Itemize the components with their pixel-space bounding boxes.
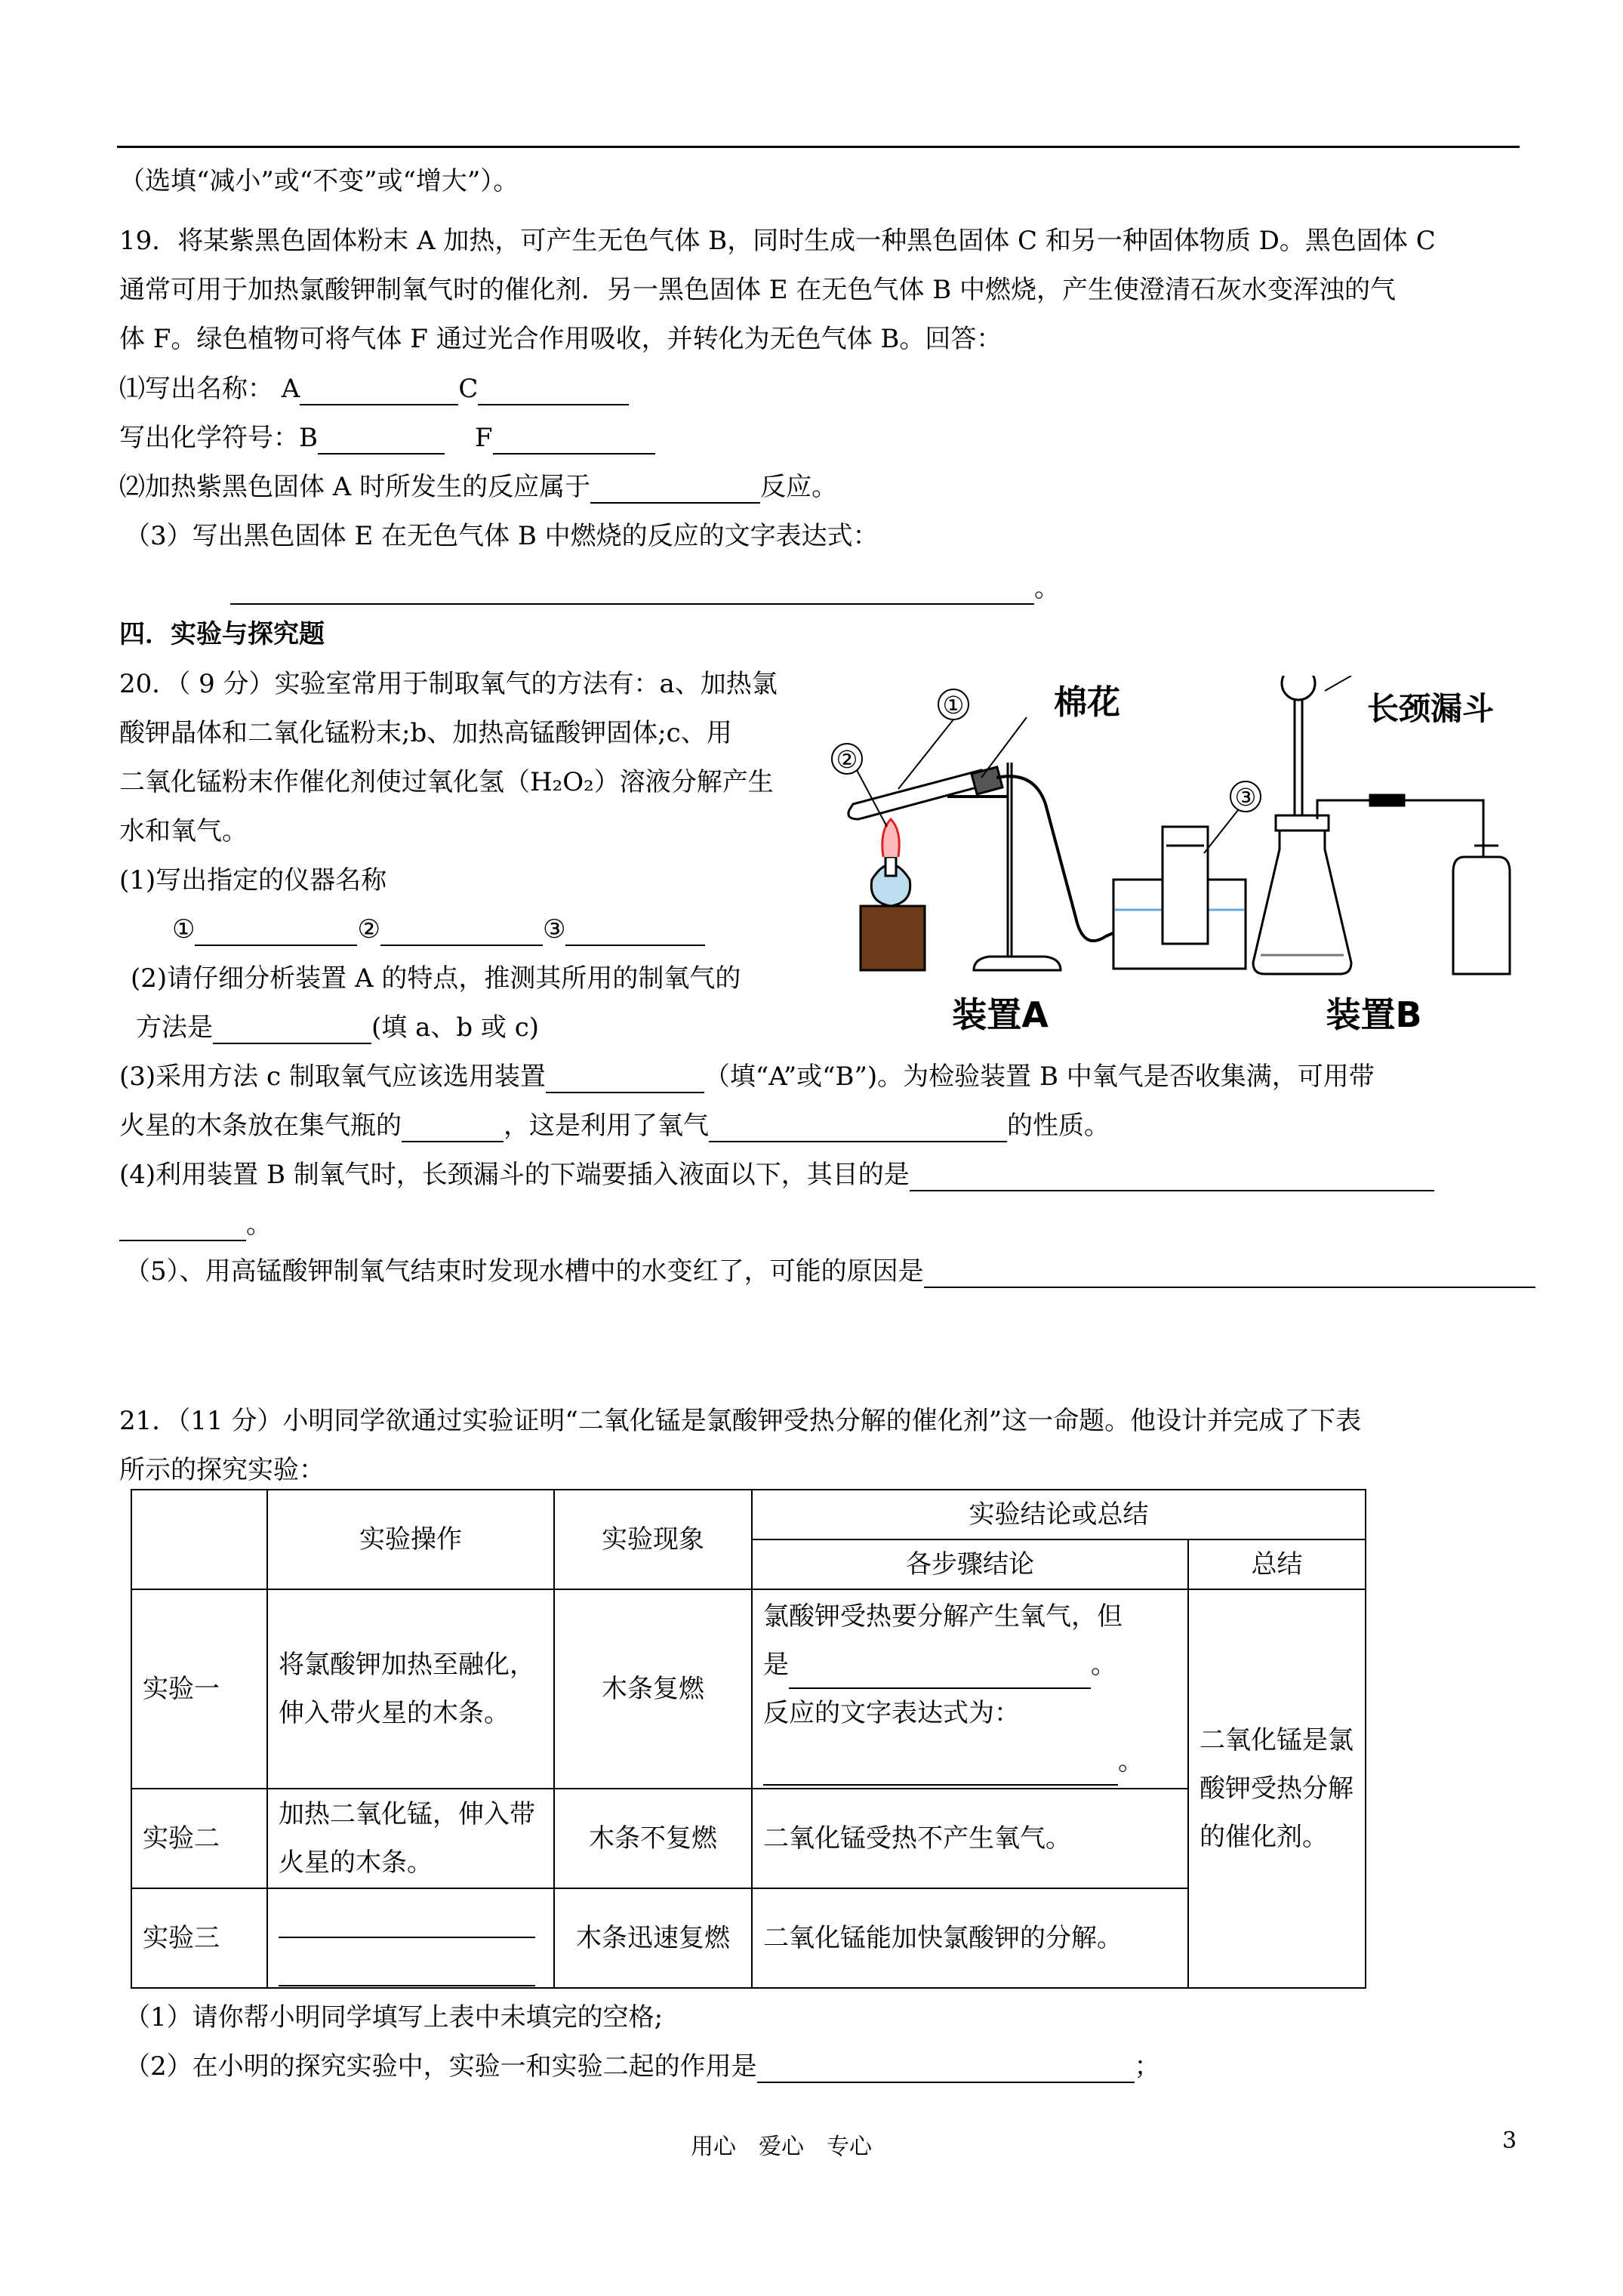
blank-method[interactable] [213, 1015, 371, 1044]
q19-sub3-end: 。 [1034, 573, 1060, 603]
q19-sub1b-b-label: 写出化学符号：B [119, 423, 318, 453]
apparatus-a [848, 763, 1246, 970]
row1-conclusion-line2-text: 是 [763, 1650, 789, 1680]
q19-line2: 通常可用于加热氯酸钾制氧气时的催化剂．另一黑色固体 E 在无色气体 B 中燃烧，产生使澄清石灰水变浑浊的气 [119, 275, 1397, 305]
q20-s5 [125, 1255, 1535, 1288]
experiment-table [131, 1489, 1366, 1989]
q20-s2b-pre: 方法是 [136, 1012, 213, 1043]
q19-sub3: （3）写出黑色固体 E 在无色气体 B 中燃烧的反应的文字表达式： [125, 521, 879, 551]
q19-sub2-label: ⑵加热紫黑色固体 A 时所发生的反应属于 [119, 472, 591, 502]
caption-apparatus-b: 装置B [1326, 994, 1422, 1035]
blank-reason[interactable] [924, 1259, 1535, 1288]
row2-operation: 加热二氧化锰，伸入带火星的木条。 [267, 1789, 554, 1888]
table-header-row [131, 1490, 1366, 1539]
q20-line3: 二氧化锰粉末作催化剂使过氧化氢（H₂O₂）溶液分解产生 [119, 767, 774, 797]
label-cotton: 棉花 [1054, 683, 1120, 722]
q20-s2b-post: (填 a、b 或 c) [371, 1012, 540, 1043]
q19-line3: 体 F。绿色植物可将气体 F 通过光合作用吸收，并转化为无色气体 B。回答： [119, 324, 1002, 354]
blank-oxygen-property[interactable] [709, 1114, 1007, 1142]
q20-s3b-pre: 火星的木条放在集气瓶的 [119, 1111, 402, 1141]
row2-name: 实验二 [131, 1789, 267, 1888]
q21-s2-pre: （2）在小明的探究实验中，实验一和实验二起的作用是 [125, 2051, 757, 2082]
header-step-conclusion: 各步骤结论 [752, 1539, 1188, 1589]
blank-apparatus-choice[interactable] [546, 1065, 704, 1093]
row1-operation: 将氯酸钾加热至融化，伸入带火星的木条。 [267, 1589, 554, 1789]
q19-sub3-answer [230, 572, 1060, 605]
blank-instrument-1[interactable] [195, 917, 357, 946]
q21-s1: （1）请你帮小明同学填写上表中未填完的空格; [125, 2002, 664, 2032]
blank-purpose[interactable] [910, 1163, 1434, 1191]
q20-s2a: (2)请仔细分析装置 A 的特点，推测其所用的制氧气的 [131, 963, 741, 994]
q19-sub1b [119, 421, 655, 455]
row1-conclusion-line4-end: 。 [1118, 1746, 1144, 1777]
q20-s3b-mid: ，这是利用了氧气 [504, 1111, 709, 1141]
blank-jar-position[interactable] [402, 1114, 504, 1142]
q20-s4-pre: (4)利用装置 B 制氧气时，长颈漏斗的下端要插入液面以下，其目的是 [119, 1160, 910, 1190]
blank-c[interactable] [478, 377, 629, 405]
blank-table-equation[interactable] [763, 1757, 1118, 1786]
page-number: 3 [1502, 2128, 1517, 2154]
q20-s3b [119, 1109, 1110, 1142]
q20-s3b-post: 的性质。 [1007, 1111, 1110, 1141]
blank-equation[interactable] [230, 576, 1034, 605]
section-4-heading: 四．实验与探究题 [119, 619, 325, 649]
q20-s3-pre: (3)采用方法 c 制取氧气应该选用装置 [119, 1062, 546, 1092]
q19-sub2 [119, 470, 837, 504]
q20-line2: 酸钾晶体和二氧化锰粉末;b、加热高锰酸钾固体;c、用 [119, 718, 732, 748]
row3-op-line2 [279, 1938, 543, 1986]
row3-conclusion: 二氧化锰能加快氯酸钾的分解。 [752, 1888, 1188, 1988]
row1-conclusion-line2 [763, 1641, 1177, 1689]
header-summary: 总结 [1188, 1539, 1366, 1589]
figure-label-3: ③ [1234, 783, 1257, 812]
blank-instrument-2[interactable] [380, 917, 543, 946]
row3-name: 实验三 [131, 1888, 267, 1988]
q19-sub1 [119, 372, 629, 405]
q21-s2-end: ； [1134, 2051, 1160, 2082]
q20-s1: (1)写出指定的仪器名称 [119, 865, 387, 895]
blank-b[interactable] [318, 426, 445, 455]
summary-cell: 二氧化锰是氯酸钾受热分解的催化剂。 [1188, 1589, 1366, 1988]
blank-a[interactable] [300, 377, 458, 405]
blank-role[interactable] [757, 2054, 1135, 2083]
row1-conclusion-line4 [763, 1737, 1177, 1786]
marker-1: ① [172, 914, 196, 945]
q20-s4-cont [119, 1208, 272, 1241]
blank-instrument-3[interactable] [565, 917, 705, 946]
q19-sub1-c-label: C [458, 374, 479, 404]
q18-tail: （选填“减小”或“不变”或“增大”）。 [119, 166, 519, 196]
row2-conclusion: 二氧化锰受热不产生氧气。 [752, 1789, 1188, 1888]
marker-2: ② [357, 914, 380, 945]
q19-sub1-a-label: ⑴写出名称： A [119, 374, 300, 404]
q19-sub1b-f-label: F [475, 423, 493, 453]
header-phenomenon: 实验现象 [554, 1490, 752, 1589]
table-row [131, 1589, 1366, 1789]
row3-op-line1 [279, 1890, 543, 1938]
row3-operation-blanks [267, 1888, 554, 1988]
header-operation: 实验操作 [267, 1490, 554, 1589]
q20-s5-text: （5）、用高锰酸钾制氧气结束时发现水槽中的水变红了，可能的原因是 [125, 1256, 924, 1287]
label-long-neck-funnel: 长颈漏斗 [1366, 690, 1495, 727]
row1-phenomenon: 木条复燃 [554, 1589, 752, 1789]
row3-phenomenon: 木条迅速复燃 [554, 1888, 752, 1988]
blank-table-1[interactable] [789, 1660, 1091, 1689]
figure-label-2: ② [836, 745, 858, 774]
q20-s4 [119, 1158, 1434, 1191]
blank-reaction-type[interactable] [590, 475, 760, 504]
figure-label-1: ① [942, 691, 965, 720]
blank-table-op-1[interactable] [279, 1909, 535, 1938]
q20-line4: 水和氧气。 [119, 816, 248, 846]
q20-s1-blanks [172, 913, 705, 946]
table-row [131, 1789, 1366, 1888]
blank-purpose-cont[interactable] [119, 1213, 246, 1241]
q20-s2b [136, 1011, 539, 1044]
caption-apparatus-a: 装置A [952, 994, 1049, 1035]
blank-f[interactable] [493, 426, 655, 455]
row2-phenomenon: 木条不复燃 [554, 1789, 752, 1888]
row1-conclusion-line3: 反应的文字表达式为： [763, 1698, 1020, 1728]
q21-s2 [125, 2050, 1160, 2083]
q20-line1: 20．（ 9 分）实验室常用于制取氧气的方法有：a、加热氯 [119, 669, 778, 699]
q21-line2: 所示的探究实验： [119, 1455, 325, 1485]
row1-name: 实验一 [131, 1589, 267, 1789]
q20-s3-mid: （填“A”或“B”)。为检验装置 B 中氧气是否收集满，可用带 [704, 1062, 1375, 1092]
q20-s4-end: 。 [246, 1210, 272, 1240]
blank-table-op-2[interactable] [279, 1958, 535, 1986]
q19-sub2-end: 反应。 [760, 472, 838, 502]
q19-line1: 19．将某紫黑色固体粉末 A 加热，可产生无色气体 B，同时生成一种黑色固体 C 和另一种固体物质 D。黑色固体 C [119, 226, 1436, 256]
footer-motto: 用心 爱心 专心 [691, 2134, 872, 2160]
header-rule [117, 146, 1520, 148]
q21-line1: 21．（11 分）小明同学欲通过实验证明“二氧化锰是氯酸钾受热分解的催化剂”这一命题。他设计并完成了下表 [119, 1406, 1362, 1436]
row1-conclusion-line1: 氯酸钾受热要分解产生氧气，但 [763, 1601, 1123, 1632]
row1-conclusion-line2-end: 。 [1091, 1650, 1116, 1680]
header-empty-cell [131, 1490, 267, 1589]
apparatus-figure [827, 676, 1521, 1038]
table-row [131, 1888, 1366, 1988]
q20-s3 [119, 1060, 1375, 1093]
row1-conclusion [752, 1589, 1188, 1789]
header-conclusion: 实验结论或总结 [752, 1490, 1366, 1539]
apparatus-b-callouts [1325, 676, 1351, 691]
marker-3: ③ [542, 914, 566, 945]
